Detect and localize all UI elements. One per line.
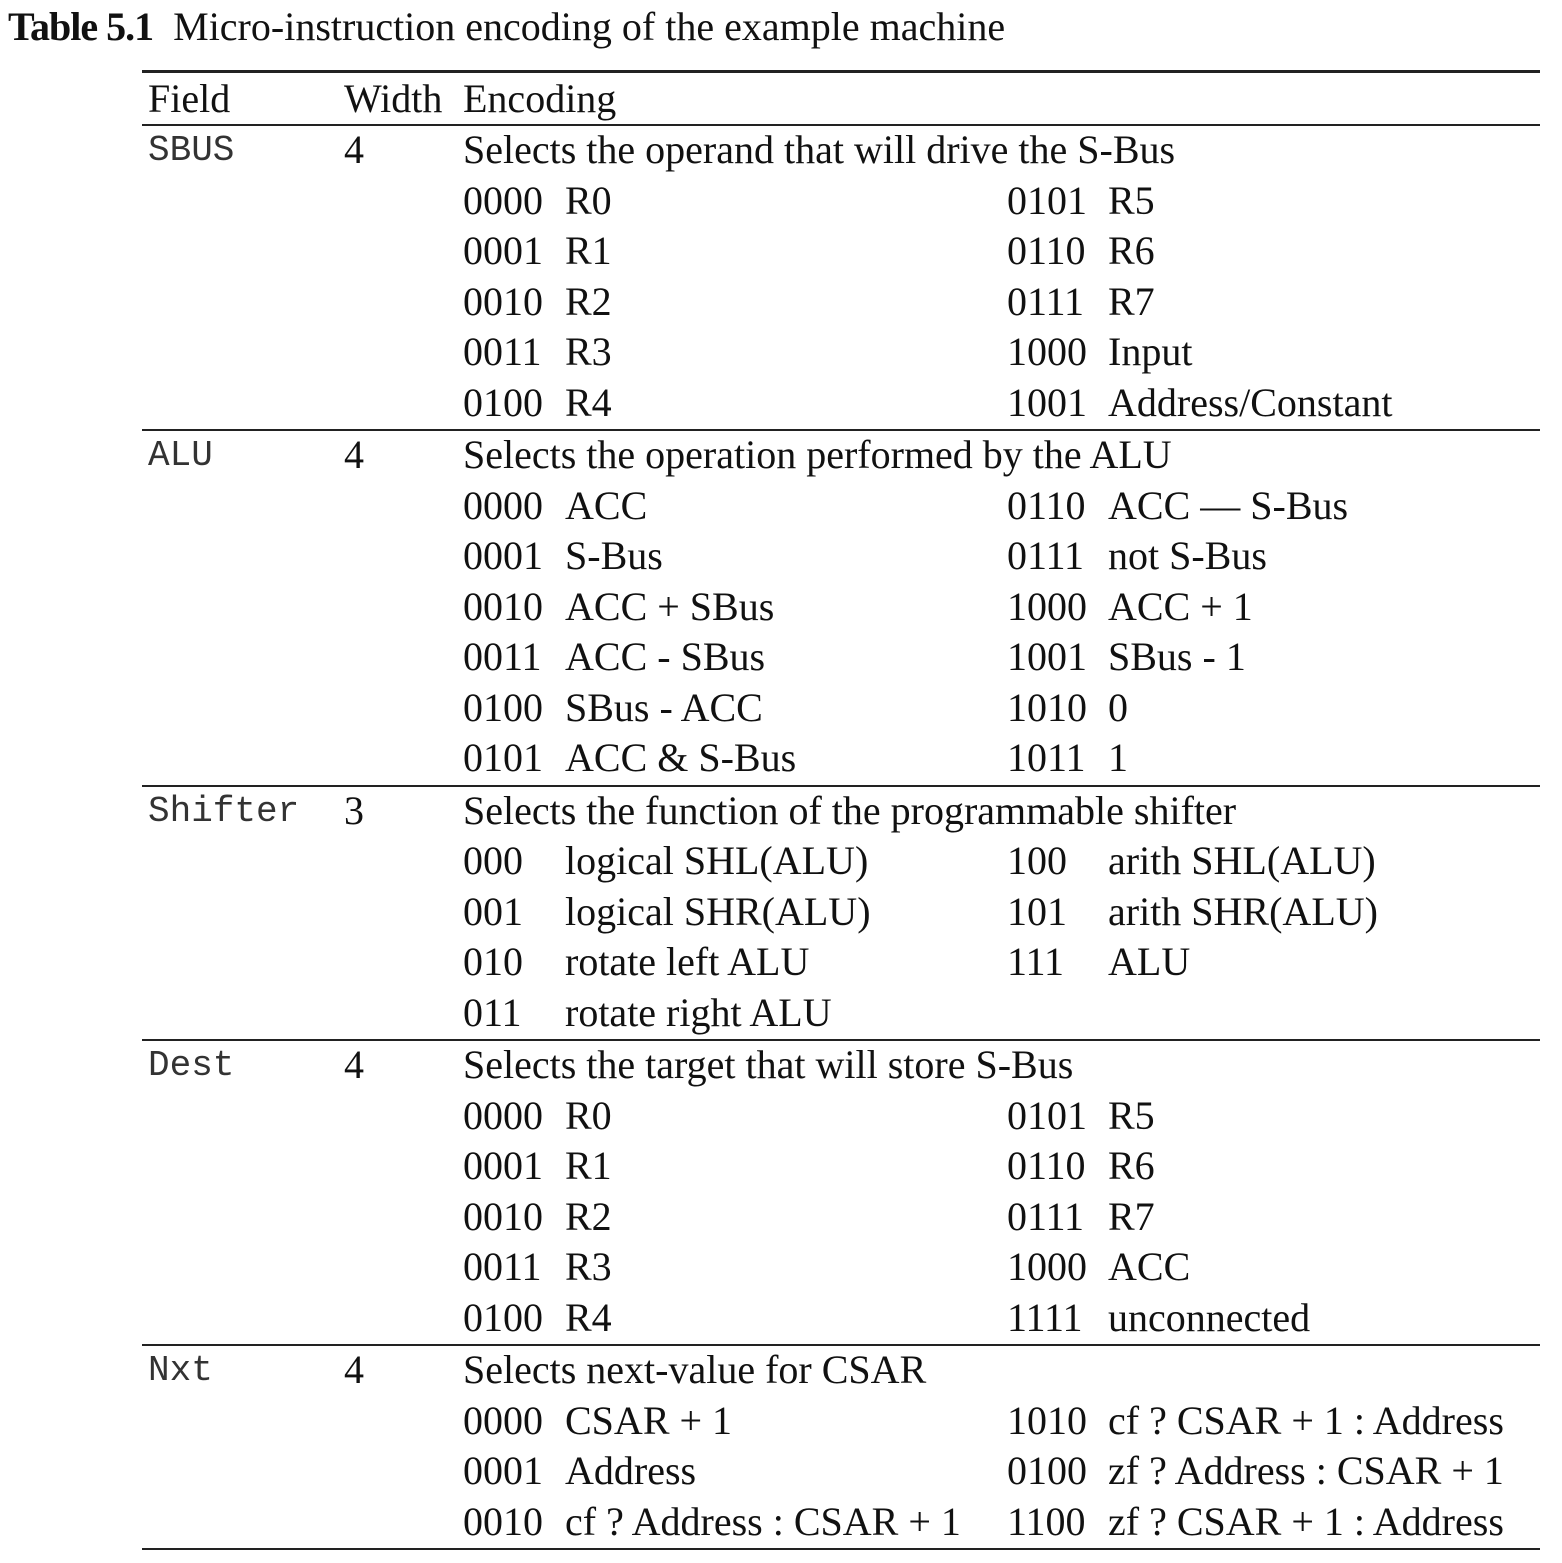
left-meaning: ACC + SBus [565, 583, 775, 629]
section-header-row [142, 126, 1540, 177]
left-meaning: R3 [565, 329, 612, 374]
right-meaning: Input [1108, 329, 1193, 374]
encoding-row [142, 1193, 1540, 1244]
section-header-row [142, 787, 1540, 838]
left-code: 0010 [463, 583, 543, 629]
left-meaning: rotate right ALU [565, 989, 832, 1035]
field-width: 4 [344, 1347, 364, 1392]
right-code: 1010 [1007, 1397, 1087, 1443]
encoding-row [142, 633, 1540, 684]
left-code: 0001 [463, 1448, 543, 1493]
left-code: 010 [463, 939, 523, 984]
left-meaning: ACC & S-Bus [565, 735, 797, 780]
field-name: Dest [148, 1045, 235, 1086]
encoding-row [142, 177, 1540, 228]
field-description: Selects the function of the programmable shifter [463, 787, 1237, 833]
encoding-row [142, 227, 1540, 278]
left-code: 0011 [463, 329, 542, 374]
field-name: ALU [148, 435, 213, 476]
encoding-row [142, 379, 1540, 430]
left-code: 0011 [463, 1244, 542, 1289]
left-code: 0010 [463, 278, 543, 324]
right-meaning: R5 [1108, 177, 1155, 223]
encoding-row [142, 1498, 1540, 1549]
left-code: 0100 [463, 379, 543, 425]
left-meaning: R2 [565, 278, 612, 324]
right-code: 1000 [1007, 1244, 1087, 1289]
section-header-row [142, 1346, 1540, 1397]
right-code: 0110 [1007, 228, 1086, 273]
left-meaning: R1 [565, 1143, 612, 1188]
left-code: 0101 [463, 735, 543, 780]
encoding-row [142, 734, 1540, 785]
left-meaning: R0 [565, 1092, 612, 1138]
header-row [142, 73, 1540, 124]
right-code: 0100 [1007, 1448, 1087, 1493]
field-width: 3 [344, 787, 364, 833]
right-code: 1010 [1007, 684, 1087, 730]
right-meaning: ACC + 1 [1108, 583, 1253, 629]
left-meaning: rotate left ALU [565, 939, 810, 984]
right-meaning: not S-Bus [1108, 533, 1267, 578]
left-meaning: R3 [565, 1244, 612, 1289]
field-name: SBUS [148, 130, 235, 171]
left-code: 0001 [463, 533, 543, 578]
section-nxt [142, 1346, 1540, 1548]
header-encoding: Encoding [463, 76, 617, 121]
left-meaning: logical SHL(ALU) [565, 838, 869, 883]
right-meaning: cf ? CSAR + 1 : Address [1108, 1397, 1504, 1443]
encoding-row [142, 684, 1540, 735]
right-meaning: ACC — S-Bus [1108, 482, 1349, 528]
left-code: 0000 [463, 177, 543, 223]
left-meaning: CSAR + 1 [565, 1397, 733, 1443]
left-meaning: R4 [565, 1294, 612, 1340]
section-header-row [142, 1041, 1540, 1092]
right-meaning: Address/Constant [1108, 379, 1393, 425]
right-meaning: ACC [1108, 1244, 1191, 1289]
encoding-row [142, 328, 1540, 379]
right-code: 1001 [1007, 634, 1087, 679]
right-meaning: R7 [1108, 278, 1155, 324]
right-meaning: zf ? Address : CSAR + 1 [1108, 1448, 1504, 1493]
left-meaning: logical SHR(ALU) [565, 888, 871, 934]
left-meaning: SBus - ACC [565, 684, 763, 730]
right-code: 111 [1007, 939, 1065, 984]
right-code: 1000 [1007, 583, 1087, 629]
section-dest [142, 1041, 1540, 1344]
section-alu [142, 431, 1540, 785]
encoding-row [142, 938, 1540, 989]
encoding-row [142, 888, 1540, 939]
table-label: Table 5.1 [8, 4, 154, 49]
left-code: 001 [463, 888, 523, 934]
left-code: 0000 [463, 482, 543, 528]
field-description: Selects next-value for CSAR [463, 1347, 927, 1392]
field-name: Shifter [148, 790, 300, 832]
right-meaning: arith SHR(ALU) [1108, 888, 1378, 934]
left-meaning: ACC - SBus [565, 634, 766, 679]
table-caption [8, 2, 1005, 52]
left-code: 0100 [463, 684, 543, 730]
encoding-row [142, 989, 1540, 1040]
left-code: 0011 [463, 634, 542, 679]
header-width: Width [344, 76, 443, 121]
right-code: 1100 [1007, 1498, 1086, 1544]
right-meaning: unconnected [1108, 1294, 1311, 1340]
left-code: 011 [463, 989, 522, 1035]
encoding-row [142, 532, 1540, 583]
right-code: 1011 [1007, 735, 1086, 780]
encoding-table [142, 70, 1540, 1550]
table-title: Micro-instruction encoding of the example machine [173, 4, 1006, 49]
left-meaning: R0 [565, 177, 612, 223]
field-width: 4 [344, 1042, 364, 1087]
left-meaning: cf ? Address : CSAR + 1 [565, 1498, 961, 1544]
right-code: 0101 [1007, 177, 1087, 223]
right-meaning: R5 [1108, 1092, 1155, 1138]
left-code: 000 [463, 838, 523, 883]
encoding-row [142, 1447, 1540, 1498]
right-meaning: SBus - 1 [1108, 634, 1246, 679]
field-width: 4 [344, 432, 364, 477]
encoding-row [142, 837, 1540, 888]
left-code: 0001 [463, 228, 543, 273]
right-code: 1111 [1007, 1294, 1083, 1340]
right-meaning: 0 [1108, 684, 1128, 730]
left-code: 0010 [463, 1498, 543, 1544]
encoding-row [142, 583, 1540, 634]
header-field: Field [148, 76, 231, 121]
left-meaning: S-Bus [565, 533, 663, 578]
right-code: 100 [1007, 838, 1067, 883]
encoding-row [142, 1294, 1540, 1345]
left-code: 0010 [463, 1193, 543, 1239]
bottom-rule [142, 1548, 1540, 1550]
right-code: 0111 [1007, 278, 1085, 324]
right-meaning: R6 [1108, 1143, 1155, 1188]
encoding-row [142, 1092, 1540, 1143]
right-code: 1000 [1007, 329, 1087, 374]
section-shifter [142, 787, 1540, 1040]
right-meaning: R7 [1108, 1193, 1155, 1239]
right-meaning: arith SHL(ALU) [1108, 838, 1376, 883]
right-code: 0111 [1007, 1193, 1085, 1239]
left-code: 0001 [463, 1143, 543, 1188]
right-code: 101 [1007, 888, 1067, 934]
section-sbus [142, 126, 1540, 429]
encoding-row [142, 1142, 1540, 1193]
encoding-row [142, 1243, 1540, 1294]
left-code: 0100 [463, 1294, 543, 1340]
right-code: 0101 [1007, 1092, 1087, 1138]
right-code: 1001 [1007, 379, 1087, 425]
section-header-row [142, 431, 1540, 482]
right-code: 0111 [1007, 533, 1085, 578]
right-meaning: R6 [1108, 228, 1155, 273]
left-code: 0000 [463, 1397, 543, 1443]
encoding-row [142, 1397, 1540, 1448]
right-meaning: ALU [1108, 939, 1191, 984]
field-description: Selects the operand that will drive the S-Bus [463, 127, 1176, 172]
left-code: 0000 [463, 1092, 543, 1138]
left-meaning: ACC [565, 482, 648, 528]
field-description: Selects the target that will store S-Bus [463, 1042, 1074, 1087]
field-description: Selects the operation performed by the ALU [463, 432, 1172, 477]
right-meaning: 1 [1108, 735, 1128, 780]
encoding-row [142, 482, 1540, 533]
field-name: Nxt [148, 1350, 213, 1391]
left-meaning: R4 [565, 379, 612, 425]
right-code: 0110 [1007, 482, 1086, 528]
left-meaning: Address [565, 1448, 697, 1493]
left-meaning: R2 [565, 1193, 612, 1239]
encoding-row [142, 278, 1540, 329]
right-code: 0110 [1007, 1143, 1086, 1188]
field-width: 4 [344, 127, 364, 172]
left-meaning: R1 [565, 228, 612, 273]
right-meaning: zf ? CSAR + 1 : Address [1108, 1498, 1504, 1544]
